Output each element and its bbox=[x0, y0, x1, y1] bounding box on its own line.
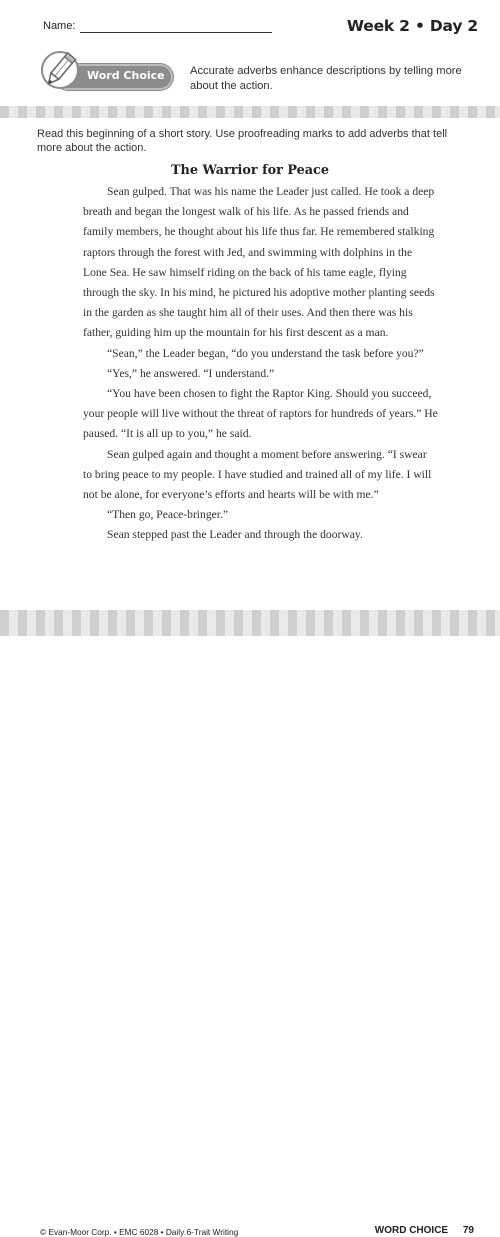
footer-stripe bbox=[0, 610, 500, 1237]
story-paragraph: Sean stepped past the Leader and through the doorway. bbox=[107, 528, 363, 542]
word-choice-badge-area bbox=[40, 50, 180, 100]
page-header bbox=[0, 0, 500, 48]
story-paragraph: “You have been chosen to fight the Raptor King. Should you succeed, your people will live without the threat of raptors for hundreds of years.” He paused. “It is all up to you,” he said. bbox=[83, 387, 438, 441]
pencil-icon bbox=[40, 50, 92, 98]
badge-label: Word Choice bbox=[87, 69, 165, 82]
top-stripe-divider bbox=[0, 106, 500, 118]
page-number: 79 bbox=[462, 1225, 474, 1236]
story-paragraph: “Sean,” the Leader began, “do you understand the task before you?” bbox=[107, 346, 424, 360]
story-body bbox=[83, 182, 438, 546]
name-label: Name: bbox=[43, 20, 76, 32]
copyright-text: © Evan-Moor Corp. • EMC 6028 • Daily 6-Trait Writing bbox=[40, 1227, 239, 1237]
week-day-heading: Week 2 • Day 2 bbox=[346, 17, 478, 35]
story-paragraph: Sean gulped again and thought a moment before answering. “I swear to bring peace to my people. I have studied and trained all of my life. I will not be alone, for everyone’s efforts and hearts will be with me.” bbox=[83, 447, 432, 502]
story-title: The Warrior for Peace bbox=[171, 163, 329, 178]
footer-section bbox=[375, 1225, 474, 1236]
instruction-text: Read this beginning of a short story. Use proofreading marks to add adverbs that tell more about the action. bbox=[37, 128, 448, 154]
story-paragraph: “Then go, Peace-bringer.” bbox=[107, 508, 229, 522]
story-paragraph: Sean gulped. That was his name the Leader just called. He took a deep breath and began the longest walk of his life. As he passed friends and family members, he thought about his life thus far. He remembered stalking raptors through the forest with Jed, and swimming with dolphins in the Lone Sea. He saw himself riding on the back of his tame eagle, flying through the sky. In his mind, he pictured his adoptive mother planting seeds in the garden as she taught him all of their uses. And then there was his father, guiding him up the mountain for his first descent as a man. bbox=[83, 185, 435, 340]
name-field-line[interactable] bbox=[80, 32, 272, 33]
intro-text: Accurate adverbs enhance descriptions by telling more about the action. bbox=[190, 65, 462, 92]
section-label: WORD CHOICE bbox=[374, 1225, 449, 1236]
story-paragraph: “Yes,” he answered. “I understand.” bbox=[107, 366, 275, 380]
